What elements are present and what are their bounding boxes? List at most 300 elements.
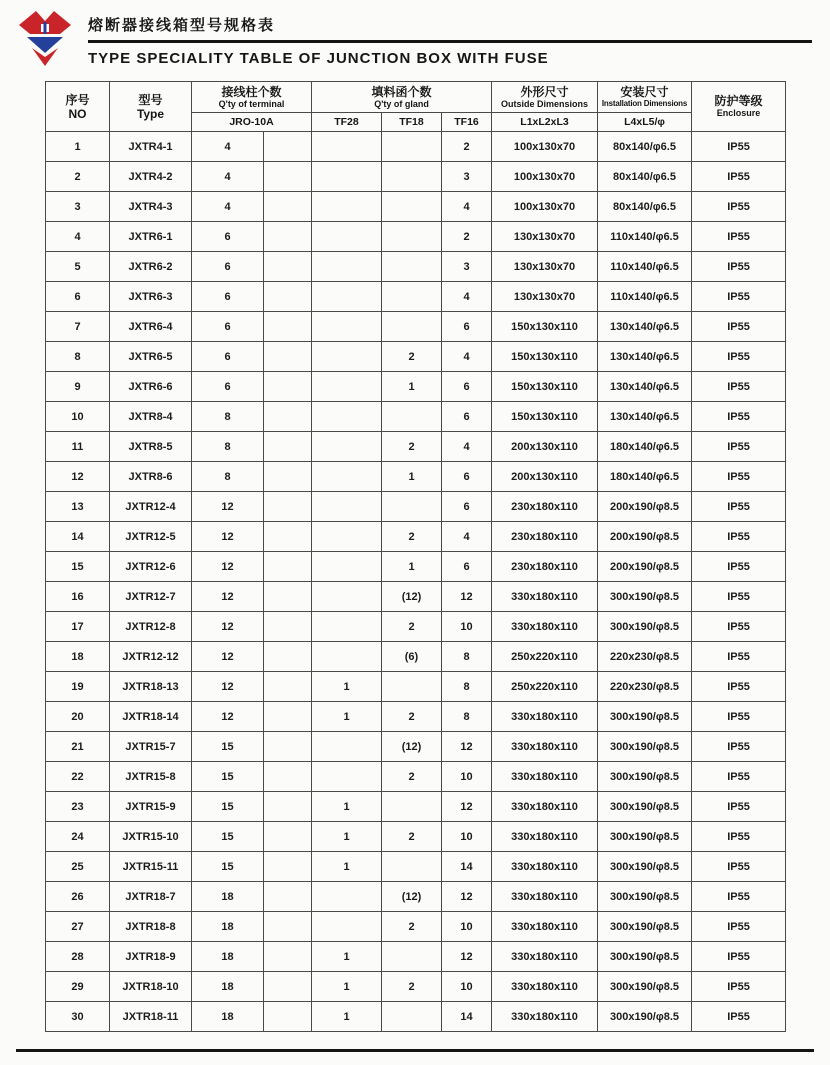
cell-no: 12	[46, 462, 110, 492]
cell-jro10a: 18	[192, 912, 264, 942]
cell-installation-dimensions: 130x140/φ6.5	[598, 402, 692, 432]
cell-tf28: 1	[312, 972, 382, 1002]
cell-type: JXTR6-2	[110, 252, 192, 282]
cell-tf16: 10	[442, 972, 492, 1002]
cell-outside-dimensions: 330x180x110	[492, 912, 598, 942]
cell-outside-dimensions: 250x220x110	[492, 642, 598, 672]
cell-tf16: 14	[442, 852, 492, 882]
cell-enclosure: IP55	[692, 522, 786, 552]
cell-jro10a-spare	[264, 942, 312, 972]
cell-jro10a: 4	[192, 132, 264, 162]
cell-tf28	[312, 912, 382, 942]
cell-type: JXTR18-9	[110, 942, 192, 972]
title-block	[88, 8, 812, 67]
table-row	[46, 492, 786, 522]
cell-installation-dimensions: 110x140/φ6.5	[598, 282, 692, 312]
cell-type: JXTR15-7	[110, 732, 192, 762]
cell-outside-dimensions: 150x130x110	[492, 402, 598, 432]
cell-installation-dimensions: 130x140/φ6.5	[598, 342, 692, 372]
col-header-install-zh: 安装尺寸	[620, 85, 669, 99]
cell-tf28	[312, 432, 382, 462]
cell-jro10a: 15	[192, 852, 264, 882]
cell-tf16: 8	[442, 672, 492, 702]
cell-outside-dimensions: 330x180x110	[492, 702, 598, 732]
table-row	[46, 852, 786, 882]
cell-enclosure: IP55	[692, 852, 786, 882]
cell-enclosure: IP55	[692, 282, 786, 312]
cell-type: JXTR6-6	[110, 372, 192, 402]
cell-tf16: 3	[442, 162, 492, 192]
col-header-terminal-en: Q'ty of terminal	[218, 98, 285, 109]
cell-jro10a-spare	[264, 612, 312, 642]
subheader-l1l2l3: L1xL2xL3	[492, 113, 598, 132]
cell-tf16: 4	[442, 342, 492, 372]
table-row	[46, 882, 786, 912]
cell-tf28	[312, 402, 382, 432]
cell-enclosure: IP55	[692, 132, 786, 162]
cell-jro10a-spare	[264, 132, 312, 162]
cell-installation-dimensions: 300x190/φ8.5	[598, 912, 692, 942]
col-header-enclosure	[692, 82, 786, 132]
cell-installation-dimensions: 80x140/φ6.5	[598, 162, 692, 192]
cell-no: 15	[46, 552, 110, 582]
cell-tf16: 12	[442, 732, 492, 762]
cell-tf28: 1	[312, 702, 382, 732]
cell-installation-dimensions: 300x190/φ8.5	[598, 732, 692, 762]
cell-jro10a: 8	[192, 432, 264, 462]
cell-type: JXTR18-7	[110, 882, 192, 912]
table-row	[46, 342, 786, 372]
cell-installation-dimensions: 300x190/φ8.5	[598, 792, 692, 822]
cell-outside-dimensions: 330x180x110	[492, 732, 598, 762]
cell-outside-dimensions: 330x180x110	[492, 822, 598, 852]
col-header-gland-zh: 填料函个数	[371, 84, 432, 99]
cell-tf28	[312, 642, 382, 672]
cell-installation-dimensions: 300x190/φ8.5	[598, 942, 692, 972]
cell-jro10a: 12	[192, 642, 264, 672]
cell-tf18	[382, 792, 442, 822]
cell-outside-dimensions: 130x130x70	[492, 222, 598, 252]
cell-outside-dimensions: 330x180x110	[492, 942, 598, 972]
cell-tf16: 4	[442, 192, 492, 222]
cell-type: JXTR15-10	[110, 822, 192, 852]
cell-no: 24	[46, 822, 110, 852]
cell-tf18: (12)	[382, 582, 442, 612]
cell-type: JXTR12-4	[110, 492, 192, 522]
cell-installation-dimensions: 130x140/φ6.5	[598, 312, 692, 342]
cell-enclosure: IP55	[692, 402, 786, 432]
cell-tf18	[382, 192, 442, 222]
cell-tf28: 1	[312, 792, 382, 822]
cell-type: JXTR4-2	[110, 162, 192, 192]
table-row	[46, 222, 786, 252]
cell-no: 8	[46, 342, 110, 372]
cell-outside-dimensions: 330x180x110	[492, 882, 598, 912]
cell-tf16: 4	[442, 522, 492, 552]
cell-tf16: 6	[442, 312, 492, 342]
table-row	[46, 1002, 786, 1032]
table-row	[46, 822, 786, 852]
cell-tf16: 10	[442, 912, 492, 942]
cell-jro10a: 6	[192, 372, 264, 402]
cell-type: JXTR6-3	[110, 282, 192, 312]
cell-no: 10	[46, 402, 110, 432]
cell-tf18: (12)	[382, 882, 442, 912]
cell-no: 16	[46, 582, 110, 612]
cell-no: 2	[46, 162, 110, 192]
cell-tf28	[312, 252, 382, 282]
cell-tf18: 2	[382, 702, 442, 732]
cell-jro10a: 4	[192, 162, 264, 192]
cell-tf16: 12	[442, 792, 492, 822]
cell-installation-dimensions: 300x190/φ8.5	[598, 762, 692, 792]
cell-enclosure: IP55	[692, 162, 786, 192]
cell-no: 5	[46, 252, 110, 282]
cell-jro10a-spare	[264, 162, 312, 192]
cell-no: 6	[46, 282, 110, 312]
cell-outside-dimensions: 130x130x70	[492, 252, 598, 282]
col-header-no	[46, 82, 110, 132]
cell-tf16: 12	[442, 942, 492, 972]
subheader-tf28: TF28	[312, 113, 382, 132]
cell-tf28	[312, 492, 382, 522]
cell-type: JXTR15-9	[110, 792, 192, 822]
cell-no: 30	[46, 1002, 110, 1032]
cell-tf28	[312, 312, 382, 342]
page-title-zh: 熔断器接线箱型号规格表	[88, 17, 276, 34]
cell-jro10a-spare	[264, 252, 312, 282]
cell-jro10a-spare	[264, 432, 312, 462]
cell-outside-dimensions: 330x180x110	[492, 792, 598, 822]
col-header-gland-en: Q'ty of gland	[374, 98, 429, 109]
cell-no: 17	[46, 612, 110, 642]
cell-enclosure: IP55	[692, 252, 786, 282]
cell-jro10a-spare	[264, 822, 312, 852]
cell-outside-dimensions: 100x130x70	[492, 132, 598, 162]
cell-jro10a-spare	[264, 762, 312, 792]
cell-type: JXTR6-5	[110, 342, 192, 372]
cell-tf28	[312, 882, 382, 912]
cell-tf18	[382, 942, 442, 972]
col-header-outside-en: Outside Dimensions	[501, 98, 589, 109]
cell-tf16: 6	[442, 402, 492, 432]
cell-tf16: 10	[442, 822, 492, 852]
cell-jro10a-spare	[264, 282, 312, 312]
cell-no: 13	[46, 492, 110, 522]
cell-jro10a-spare	[264, 642, 312, 672]
cell-jro10a-spare	[264, 1002, 312, 1032]
table-row	[46, 402, 786, 432]
cell-jro10a: 15	[192, 822, 264, 852]
cell-tf18: (6)	[382, 642, 442, 672]
cell-tf28	[312, 762, 382, 792]
cell-outside-dimensions: 330x180x110	[492, 972, 598, 1002]
cell-tf16: 10	[442, 762, 492, 792]
cell-tf18	[382, 252, 442, 282]
cell-tf18: 1	[382, 552, 442, 582]
cell-installation-dimensions: 180x140/φ6.5	[598, 432, 692, 462]
cell-enclosure: IP55	[692, 432, 786, 462]
col-header-outside-dimensions	[492, 82, 598, 113]
cell-installation-dimensions: 300x190/φ8.5	[598, 882, 692, 912]
cell-type: JXTR12-7	[110, 582, 192, 612]
cell-jro10a: 15	[192, 732, 264, 762]
cell-no: 29	[46, 972, 110, 1002]
cell-tf28	[312, 732, 382, 762]
page-title-en: TYPE SPECIALITY TABLE OF JUNCTION BOX WITH FUSE	[88, 50, 549, 67]
cell-jro10a: 18	[192, 942, 264, 972]
cell-tf28	[312, 192, 382, 222]
cell-no: 1	[46, 132, 110, 162]
cell-type: JXTR8-5	[110, 432, 192, 462]
cell-outside-dimensions: 100x130x70	[492, 162, 598, 192]
col-header-outside-zh: 外形尺寸	[520, 84, 569, 99]
cell-tf18	[382, 402, 442, 432]
cell-type: JXTR18-13	[110, 672, 192, 702]
cell-tf28	[312, 552, 382, 582]
cell-tf18: 2	[382, 762, 442, 792]
cell-jro10a-spare	[264, 792, 312, 822]
cell-jro10a-spare	[264, 732, 312, 762]
cell-outside-dimensions: 130x130x70	[492, 282, 598, 312]
cell-tf18	[382, 492, 442, 522]
cell-no: 7	[46, 312, 110, 342]
cell-jro10a: 6	[192, 222, 264, 252]
cell-type: JXTR18-11	[110, 1002, 192, 1032]
table-row	[46, 132, 786, 162]
company-logo-icon	[14, 8, 76, 68]
cell-jro10a: 4	[192, 192, 264, 222]
cell-jro10a: 8	[192, 462, 264, 492]
cell-tf16: 8	[442, 642, 492, 672]
cell-enclosure: IP55	[692, 222, 786, 252]
cell-jro10a: 15	[192, 762, 264, 792]
cell-jro10a: 12	[192, 522, 264, 552]
cell-enclosure: IP55	[692, 912, 786, 942]
cell-type: JXTR8-4	[110, 402, 192, 432]
cell-tf16: 12	[442, 582, 492, 612]
cell-jro10a-spare	[264, 492, 312, 522]
cell-installation-dimensions: 220x230/φ8.5	[598, 642, 692, 672]
cell-installation-dimensions: 80x140/φ6.5	[598, 192, 692, 222]
cell-type: JXTR12-8	[110, 612, 192, 642]
cell-enclosure: IP55	[692, 882, 786, 912]
cell-tf18	[382, 1002, 442, 1032]
col-header-type	[110, 82, 192, 132]
cell-jro10a-spare	[264, 222, 312, 252]
cell-outside-dimensions: 200x130x110	[492, 432, 598, 462]
table-row	[46, 642, 786, 672]
cell-type: JXTR18-8	[110, 912, 192, 942]
table-row	[46, 672, 786, 702]
table-row	[46, 162, 786, 192]
cell-tf16: 12	[442, 882, 492, 912]
cell-installation-dimensions: 200x190/φ8.5	[598, 492, 692, 522]
cell-type: JXTR15-11	[110, 852, 192, 882]
cell-enclosure: IP55	[692, 552, 786, 582]
cell-outside-dimensions: 330x180x110	[492, 762, 598, 792]
cell-outside-dimensions: 230x180x110	[492, 522, 598, 552]
cell-jro10a-spare	[264, 462, 312, 492]
cell-enclosure: IP55	[692, 942, 786, 972]
cell-tf18: 2	[382, 822, 442, 852]
cell-no: 18	[46, 642, 110, 672]
col-header-terminal-zh: 接线柱个数	[221, 84, 282, 99]
cell-enclosure: IP55	[692, 582, 786, 612]
table-row	[46, 312, 786, 342]
cell-no: 26	[46, 882, 110, 912]
cell-tf28: 1	[312, 942, 382, 972]
cell-jro10a: 18	[192, 882, 264, 912]
cell-jro10a-spare	[264, 702, 312, 732]
cell-installation-dimensions: 300x190/φ8.5	[598, 612, 692, 642]
cell-tf28: 1	[312, 822, 382, 852]
cell-no: 9	[46, 372, 110, 402]
cell-no: 4	[46, 222, 110, 252]
cell-installation-dimensions: 220x230/φ8.5	[598, 672, 692, 702]
cell-tf28	[312, 522, 382, 552]
cell-outside-dimensions: 230x180x110	[492, 492, 598, 522]
cell-tf16: 6	[442, 372, 492, 402]
cell-jro10a: 8	[192, 402, 264, 432]
cell-no: 22	[46, 762, 110, 792]
cell-tf18	[382, 162, 442, 192]
cell-jro10a-spare	[264, 912, 312, 942]
cell-tf18: 2	[382, 342, 442, 372]
cell-installation-dimensions: 110x140/φ6.5	[598, 222, 692, 252]
cell-installation-dimensions: 180x140/φ6.5	[598, 462, 692, 492]
cell-enclosure: IP55	[692, 462, 786, 492]
cell-tf16: 6	[442, 492, 492, 522]
cell-jro10a-spare	[264, 372, 312, 402]
cell-tf28: 1	[312, 672, 382, 702]
cell-jro10a-spare	[264, 672, 312, 702]
cell-jro10a: 18	[192, 1002, 264, 1032]
cell-type: JXTR18-10	[110, 972, 192, 1002]
cell-outside-dimensions: 200x130x110	[492, 462, 598, 492]
cell-installation-dimensions: 300x190/φ8.5	[598, 822, 692, 852]
cell-tf18: 2	[382, 912, 442, 942]
cell-type: JXTR6-4	[110, 312, 192, 342]
table-row	[46, 612, 786, 642]
table-row	[46, 912, 786, 942]
cell-no: 14	[46, 522, 110, 552]
cell-installation-dimensions: 300x190/φ8.5	[598, 1002, 692, 1032]
col-header-no-en: NO	[68, 106, 87, 121]
cell-tf28	[312, 462, 382, 492]
cell-tf18	[382, 312, 442, 342]
cell-jro10a: 6	[192, 312, 264, 342]
cell-jro10a: 12	[192, 492, 264, 522]
cell-tf28	[312, 162, 382, 192]
cell-enclosure: IP55	[692, 492, 786, 522]
cell-installation-dimensions: 300x190/φ8.5	[598, 852, 692, 882]
subheader-jro-10a: JRO-10A	[192, 113, 312, 132]
col-header-type-zh: 型号	[138, 92, 163, 107]
cell-jro10a-spare	[264, 192, 312, 222]
cell-enclosure: IP55	[692, 642, 786, 672]
cell-tf28	[312, 582, 382, 612]
cell-tf28	[312, 282, 382, 312]
cell-enclosure: IP55	[692, 732, 786, 762]
cell-tf18: 1	[382, 372, 442, 402]
col-header-type-en: Type	[136, 106, 165, 121]
cell-no: 21	[46, 732, 110, 762]
page-bottom-divider	[16, 1049, 814, 1052]
cell-tf18: (12)	[382, 732, 442, 762]
col-header-terminal	[192, 82, 312, 113]
table-row	[46, 372, 786, 402]
cell-tf16: 10	[442, 612, 492, 642]
cell-enclosure: IP55	[692, 702, 786, 732]
cell-tf28	[312, 612, 382, 642]
table-row	[46, 462, 786, 492]
cell-jro10a-spare	[264, 582, 312, 612]
cell-outside-dimensions: 330x180x110	[492, 612, 598, 642]
cell-tf16: 3	[442, 252, 492, 282]
cell-jro10a: 12	[192, 612, 264, 642]
cell-type: JXTR12-5	[110, 522, 192, 552]
cell-outside-dimensions: 100x130x70	[492, 192, 598, 222]
cell-type: JXTR4-3	[110, 192, 192, 222]
cell-tf18	[382, 132, 442, 162]
cell-outside-dimensions: 150x130x110	[492, 342, 598, 372]
cell-jro10a: 6	[192, 282, 264, 312]
doc-header	[0, 0, 830, 68]
cell-installation-dimensions: 200x190/φ8.5	[598, 522, 692, 552]
cell-tf16: 8	[442, 702, 492, 732]
cell-installation-dimensions: 300x190/φ8.5	[598, 582, 692, 612]
cell-no: 3	[46, 192, 110, 222]
cell-enclosure: IP55	[692, 342, 786, 372]
cell-jro10a: 12	[192, 672, 264, 702]
table-row	[46, 732, 786, 762]
cell-installation-dimensions: 110x140/φ6.5	[598, 252, 692, 282]
cell-enclosure: IP55	[692, 372, 786, 402]
cell-tf18	[382, 672, 442, 702]
cell-jro10a-spare	[264, 342, 312, 372]
cell-tf16: 2	[442, 132, 492, 162]
cell-tf28	[312, 132, 382, 162]
cell-no: 27	[46, 912, 110, 942]
cell-tf28	[312, 342, 382, 372]
cell-installation-dimensions: 130x140/φ6.5	[598, 372, 692, 402]
table-row	[46, 192, 786, 222]
cell-tf18: 2	[382, 612, 442, 642]
cell-type: JXTR15-8	[110, 762, 192, 792]
cell-enclosure: IP55	[692, 612, 786, 642]
table-row	[46, 582, 786, 612]
cell-type: JXTR18-14	[110, 702, 192, 732]
table-row	[46, 432, 786, 462]
col-header-enclosure-zh: 防护等级	[714, 94, 763, 108]
cell-jro10a-spare	[264, 522, 312, 552]
cell-tf16: 6	[442, 552, 492, 582]
cell-outside-dimensions: 330x180x110	[492, 1002, 598, 1032]
cell-jro10a: 12	[192, 702, 264, 732]
cell-enclosure: IP55	[692, 762, 786, 792]
cell-outside-dimensions: 230x180x110	[492, 552, 598, 582]
cell-type: JXTR12-12	[110, 642, 192, 672]
cell-tf16: 6	[442, 462, 492, 492]
cell-enclosure: IP55	[692, 312, 786, 342]
spec-table	[45, 81, 786, 1032]
cell-enclosure: IP55	[692, 1002, 786, 1032]
table-row	[46, 972, 786, 1002]
cell-outside-dimensions: 150x130x110	[492, 312, 598, 342]
cell-no: 11	[46, 432, 110, 462]
cell-type: JXTR8-6	[110, 462, 192, 492]
